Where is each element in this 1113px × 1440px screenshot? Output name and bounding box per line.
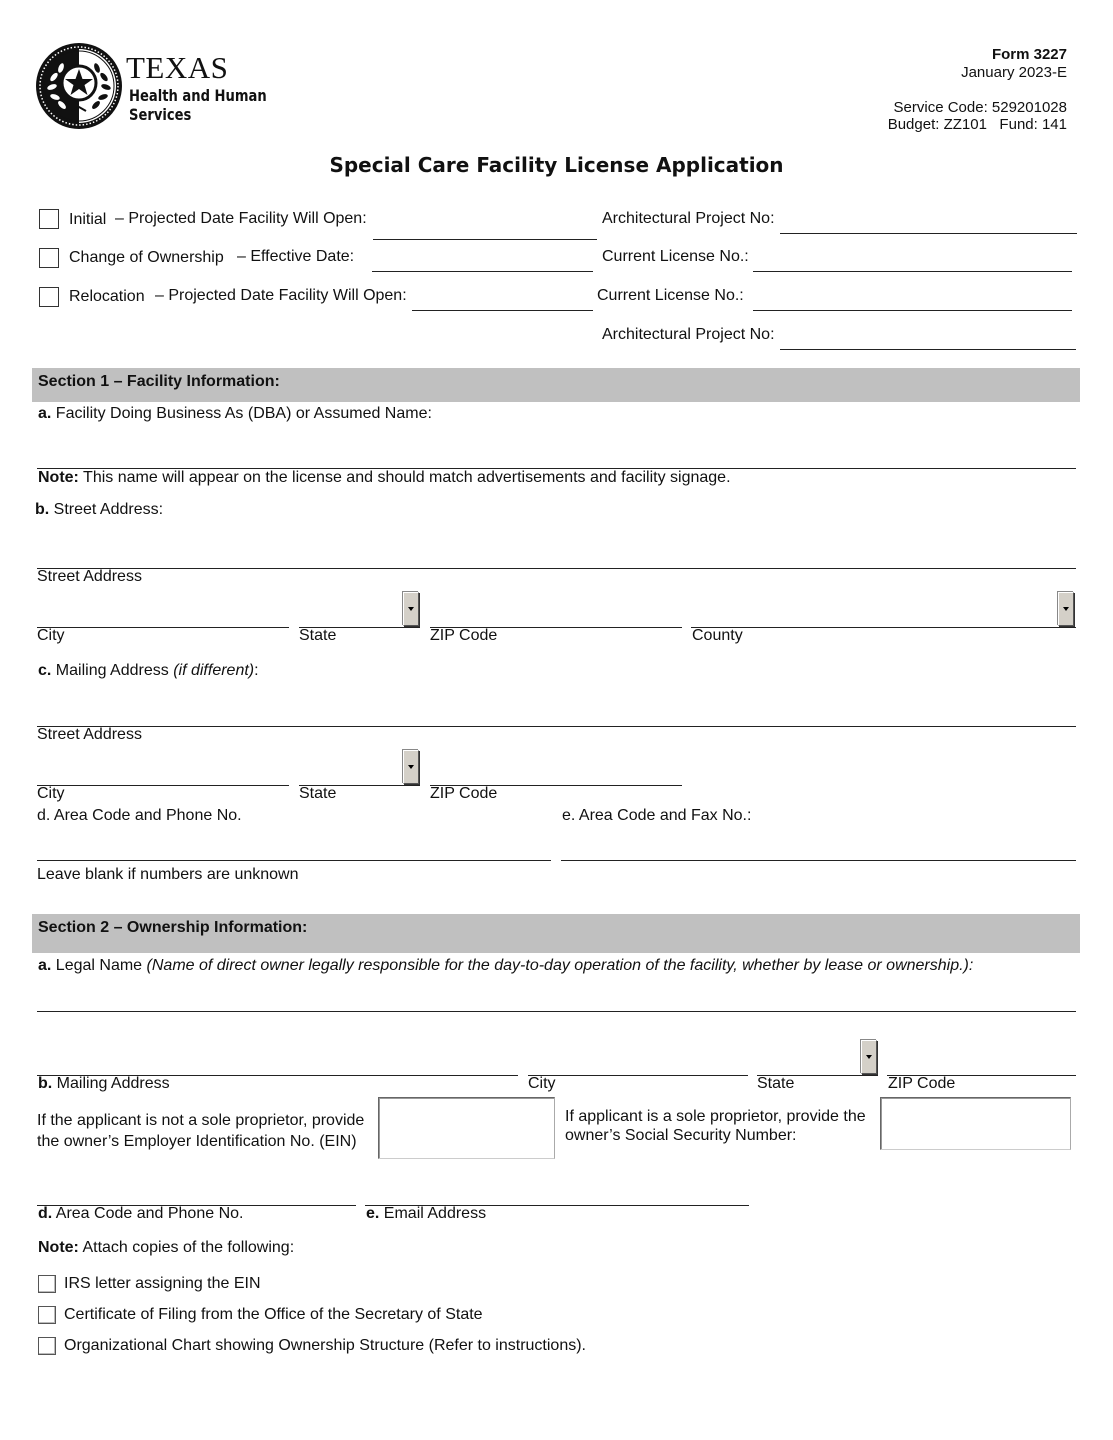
section2-title: Section 2 – Ownership Information: [38, 919, 308, 936]
section2-header [32, 914, 1080, 953]
mail-state-caption: State [299, 785, 337, 802]
phone-hint: Leave blank if numbers are unknown [37, 866, 299, 883]
county-caption: County [692, 627, 743, 644]
initial-label: Initial [69, 211, 107, 228]
owner-mailing-text: Mailing Address [56, 1075, 170, 1092]
street-heading-text: Street Address: [53, 501, 164, 518]
owner-state-dropdown-button[interactable] [861, 1040, 877, 1074]
legal-name-text: Legal Name [55, 957, 143, 974]
phone-label: d. Area Code and Phone No. [37, 807, 242, 824]
mail-street-caption: Street Address [37, 726, 142, 743]
arch-project-field-2[interactable] [780, 349, 1076, 350]
phone-field[interactable] [37, 860, 551, 861]
logo-line3: Services [129, 105, 192, 124]
effective-date-field[interactable] [372, 271, 593, 272]
state-caption: State [299, 627, 337, 644]
relocation-label: Relocation [69, 288, 145, 305]
service-code: Service Code: 529201028 [893, 99, 1067, 116]
logo-texas-text: TEXAS [126, 50, 229, 85]
owner-state-caption: State [757, 1075, 795, 1092]
initial-checkbox[interactable] [39, 209, 59, 229]
current-license-field-1[interactable] [753, 271, 1072, 272]
ein-label-line1: If the applicant is not a sole proprietor, provide [37, 1112, 365, 1129]
ssn-label [565, 1107, 866, 1145]
ein-input[interactable] [378, 1097, 555, 1159]
mailing-prefix: c. [38, 662, 52, 679]
ssn-label-line1: If applicant is a sole proprietor, provide the [565, 1108, 866, 1125]
relocation-detail-label: – Projected Date Facility Will Open: [155, 287, 407, 304]
owner-city-caption: City [528, 1075, 556, 1092]
city-field[interactable] [37, 627, 289, 628]
dba-note [38, 469, 731, 487]
note-text: This name will appear on the license and should match advertisements and facility signage. [83, 469, 731, 486]
mail-state-dropdown-button[interactable] [403, 750, 419, 784]
fax-label: e. Area Code and Fax No.: [562, 807, 752, 824]
org-chart-label: Organizational Chart showing Ownership Structure (Refer to instructions). [64, 1337, 586, 1354]
initial-open-date-field[interactable] [373, 239, 597, 240]
legal-name-field[interactable] [37, 1011, 1076, 1012]
irs-letter-label: IRS letter assigning the EIN [64, 1275, 261, 1292]
org-chart-checkbox[interactable] [38, 1337, 56, 1355]
arch-project-label-2: Architectural Project No: [602, 326, 775, 343]
mail-zip-caption: ZIP Code [430, 785, 498, 802]
mail-city-caption: City [37, 785, 65, 802]
ssn-label-line2: owner’s Social Security Number: [565, 1127, 797, 1144]
logo-hhs-text [129, 86, 267, 124]
mail-street-field[interactable] [37, 726, 1076, 727]
irs-letter-checkbox[interactable] [38, 1275, 56, 1293]
street-address-heading [35, 501, 163, 519]
section1-header [32, 368, 1080, 402]
form-date: January 2023-E [961, 64, 1067, 81]
certificate-of-filing-checkbox[interactable] [38, 1306, 56, 1324]
logo-line2: Health and Human [129, 86, 267, 105]
owner-phone-caption [38, 1205, 243, 1223]
mailing-address-heading [38, 662, 259, 680]
legal-name-prefix: a. [38, 957, 52, 974]
mailing-if-different: (if different) [173, 662, 255, 679]
change-of-ownership-label: Change of Ownership [69, 249, 224, 266]
street-address-field[interactable] [37, 568, 1076, 569]
attach-note-prefix: Note: [38, 1239, 79, 1256]
arch-project-label-1: Architectural Project No: [602, 210, 775, 227]
relocation-checkbox[interactable] [39, 287, 59, 307]
section1-title: Section 1 – Facility Information: [38, 373, 280, 390]
ein-label [37, 1110, 364, 1152]
texas-seal-icon [34, 41, 124, 131]
dba-text: Facility Doing Business As (DBA) or Assumed Name: [55, 405, 432, 422]
mailing-heading-text: Mailing Address [55, 662, 169, 679]
budget-fund: Budget: ZZ101 Fund: 141 [887, 116, 1067, 133]
owner-zip-caption: ZIP Code [888, 1075, 956, 1092]
owner-email-prefix: e. [366, 1205, 380, 1222]
effective-date-label: – Effective Date: [237, 248, 355, 265]
owner-phone-prefix: d. [38, 1205, 53, 1222]
owner-phone-text: Area Code and Phone No. [55, 1205, 244, 1222]
zip-caption: ZIP Code [430, 627, 498, 644]
page-title: Special Care Facility License Application [329, 153, 784, 177]
legal-name-hint: (Name of direct owner legally responsible for the day-to-day operation of the facility, whether by lease or ownership.): [146, 957, 974, 974]
street-prefix: b. [35, 501, 50, 518]
note-prefix: Note: [38, 469, 79, 486]
relocation-open-date-field[interactable] [412, 310, 593, 311]
mail-city-field[interactable] [37, 785, 289, 786]
certificate-of-filing-label: Certificate of Filing from the Office of the Secretary of State [64, 1306, 483, 1323]
owner-email-text: Email Address [383, 1205, 487, 1222]
owner-email-caption [366, 1205, 486, 1223]
owner-mailing-prefix: b. [38, 1075, 53, 1092]
current-license-field-2[interactable] [753, 310, 1072, 311]
city-caption: City [37, 627, 65, 644]
fax-field[interactable] [561, 860, 1076, 861]
mailing-colon: : [254, 662, 259, 679]
form-number: Form 3227 [991, 46, 1067, 63]
current-license-label-2: Current License No.: [597, 287, 744, 304]
street-address-caption: Street Address [37, 568, 142, 585]
state-dropdown-button[interactable] [403, 592, 419, 626]
county-field[interactable] [691, 627, 1076, 628]
county-dropdown-button[interactable] [1058, 592, 1074, 626]
dba-prefix: a. [38, 405, 52, 422]
legal-name-label [38, 957, 973, 975]
ein-label-line2: the owner’s Employer Identification No. (EIN) [37, 1133, 357, 1150]
dba-label [38, 405, 432, 423]
owner-city-field[interactable] [528, 1075, 748, 1076]
ssn-input[interactable] [880, 1097, 1071, 1150]
attach-note-text: Attach copies of the following: [82, 1239, 295, 1256]
current-license-label-1: Current License No.: [602, 248, 749, 265]
arch-project-field-1[interactable] [780, 233, 1077, 234]
owner-mailing-address-caption [38, 1075, 170, 1093]
attach-note [38, 1239, 294, 1257]
change-of-ownership-checkbox[interactable] [39, 248, 59, 268]
initial-detail-label: – Projected Date Facility Will Open: [115, 210, 367, 227]
